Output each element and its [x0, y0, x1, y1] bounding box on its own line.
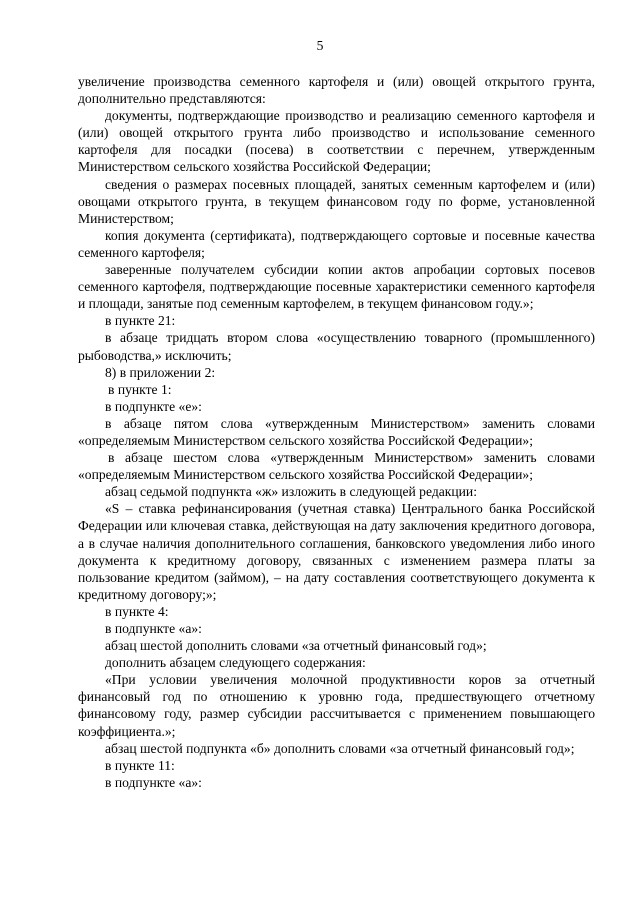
paragraph: в подпункте «а»:	[105, 774, 202, 790]
paragraph: абзац седьмой подпункта «ж» изложить в следующей редакции:	[105, 484, 477, 500]
paragraph: в пункте 21:	[105, 313, 176, 329]
paragraph: 8) в приложении 2:	[105, 364, 216, 380]
paragraph: в пункте 11:	[105, 757, 175, 773]
paragraph: дополнить абзацем следующего содержания:	[105, 655, 366, 671]
paragraph: копия документа (сертификата), подтверждающего сортовые и посевные качества семенного картофеля;	[78, 227, 595, 260]
paragraph: заверенные получателем субсидии копии актов апробации сортовых посевов семенного картофеля, подтверждающие посевные характеристики семенного картофеля и площади, занятые под семенным картофелем, в текущем финансовом году.»;	[78, 262, 595, 312]
paragraph: абзац шестой подпункта «б» дополнить словами «за отчетный финансовый год»;	[105, 740, 575, 756]
paragraph: сведения о размерах посевных площадей, занятых семенным картофелем и (или) овощами открытого грунта, в текущем финансовом году по форме, установленной Министерством;	[78, 176, 595, 226]
paragraph: в абзаце пятом слова «утвержденным Министерством» заменить словами «определяемым Министерством сельского хозяйства Российской Федерации»;	[78, 415, 595, 448]
paragraph: в подпункте «е»:	[105, 398, 202, 414]
paragraph: увеличение производства семенного картофеля и (или) овощей открытого грунта, дополнительно представляются:	[78, 74, 595, 107]
page-number: 5	[316, 38, 324, 53]
paragraph: в пункте 1:	[108, 381, 172, 397]
paragraph: в пункте 4:	[105, 603, 169, 619]
paragraph: в абзаце тридцать втором слова «осуществлению товарного (промышленного) рыбоводства,» исключить;	[78, 330, 595, 363]
paragraph: «При условии увеличения молочной продуктивности коров за отчетный финансовый год по отношению к уровню года, предшествующего отчетному финансовому году, размер субсидии рассчитывается с применением повышающего коэффициента.»;	[78, 672, 595, 739]
paragraph: документы, подтверждающие производство и реализацию семенного картофеля и (или) овощей открытого грунта либо производство и использование семенного картофеля для посадки (посева) в соответствии с перечнем, утвержденным Министерством сельского хозяйства Российской Федерации;	[78, 108, 595, 175]
document-body	[78, 73, 595, 791]
paragraph: «S – ставка рефинансирования (учетная ставка) Центрального банка Российской Федерации или ключевая ставка, действующая на дату заключения кредитного договора, а в случае наличия дополнительного соглашения, банковского уведомления либо иного документа к кредитному договору, связанных с изменением размера платы за пользование кредитом (займом), – на дату составления соответствующего документа к кредитному договору;»;	[78, 501, 595, 602]
paragraph: в абзаце шестом слова «утвержденным Министерством» заменить словами «определяемым Министерством сельского хозяйства Российской Федерации»;	[78, 450, 595, 483]
paragraph: абзац шестой дополнить словами «за отчетный финансовый год»;	[105, 638, 487, 654]
paragraph: в подпункте «а»:	[105, 621, 202, 636]
